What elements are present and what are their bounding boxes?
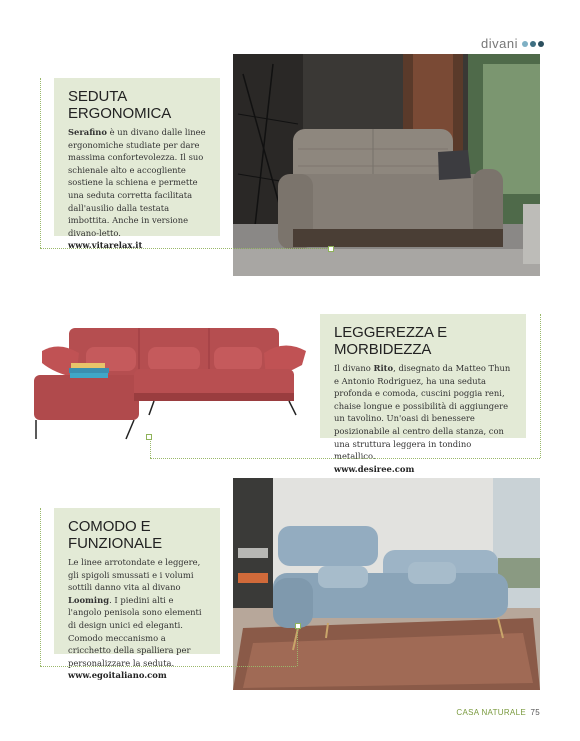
article-title: COMODO E FUNZIONALE xyxy=(68,518,163,552)
page-footer xyxy=(456,708,540,717)
section-dots xyxy=(522,41,544,47)
article-title: LEGGEREZZA E MORBIDEZZA xyxy=(334,324,447,358)
article-looming xyxy=(54,508,220,681)
article-text-after: . I piedini alti e l'angolo penisola sono elementi di design unici ed eleganti. Comodo meccanismo a cricchetto della spalliera per personalizzare la seduta. xyxy=(68,594,202,668)
connector-line-3v-right xyxy=(297,628,298,666)
connector-line-3v xyxy=(40,508,41,666)
article-text: è un divano dalle linee ergonomiche studiate per dare massima confortevolezza. Il suo schienale alto e accogliente sostiene la schiena e permette una seduta corretta facilitata dall'ausilio dalla testata imbottita. Anche in versione divano-letto. xyxy=(68,127,206,238)
connector-line-1h xyxy=(40,248,328,249)
article-body xyxy=(68,126,206,239)
page-number: 75 xyxy=(530,708,540,717)
article-serafino xyxy=(54,78,220,251)
product-name: Serafino xyxy=(68,127,107,137)
article-text-after: , disegnato da Matteo Thun e Antonio Rodriguez, ha una seduta profonda e comoda, cuscini poggia reni, chaise longue e possibilità di aggiungere un tavolino. Un'oasi di benessere posizionabile al centro della stanza, con una struttura leggera in tondino metallico. xyxy=(334,363,511,462)
connector-line-2h xyxy=(150,458,540,459)
product-name: Rito xyxy=(373,363,394,373)
connector-line-2v-left xyxy=(150,438,151,458)
article-url[interactable]: www.egoitaliano.com xyxy=(68,670,167,681)
article-title: SEDUTA ERGONOMICA xyxy=(68,88,172,122)
connector-line-1v xyxy=(40,78,41,248)
article-text-before: Il divano xyxy=(334,363,374,373)
article-body xyxy=(334,362,512,463)
serafino-sofa-illustration xyxy=(233,54,540,276)
article-text-before: Le linee arrotondate e leggere, gli spigoli smussati e i volumi sottili danno vita al divano xyxy=(68,557,201,593)
photo-looming-sofa xyxy=(233,478,540,690)
article-rito xyxy=(320,314,526,474)
connector-marker-1 xyxy=(328,246,334,252)
dot-2 xyxy=(530,41,536,47)
dot-3 xyxy=(538,41,544,47)
rito-sofa-illustration xyxy=(34,323,310,441)
connector-marker-2 xyxy=(146,434,152,440)
connector-marker-3 xyxy=(295,623,301,629)
section-title: divani xyxy=(481,36,518,51)
section-label xyxy=(481,36,544,51)
article-url[interactable]: www.desiree.com xyxy=(334,463,415,474)
connector-line-3h xyxy=(40,666,296,667)
article-body xyxy=(68,556,206,669)
article-url[interactable]: www.vitarelax.it xyxy=(68,240,143,251)
photo-serafino-sofa xyxy=(233,54,540,276)
looming-sofa-illustration xyxy=(233,478,540,690)
connector-line-2v-right xyxy=(540,314,541,458)
photo-rito-sofa xyxy=(34,323,310,441)
product-name: Looming xyxy=(68,594,110,605)
dot-1 xyxy=(522,41,528,47)
magazine-name: CASA NATURALE xyxy=(456,708,526,717)
